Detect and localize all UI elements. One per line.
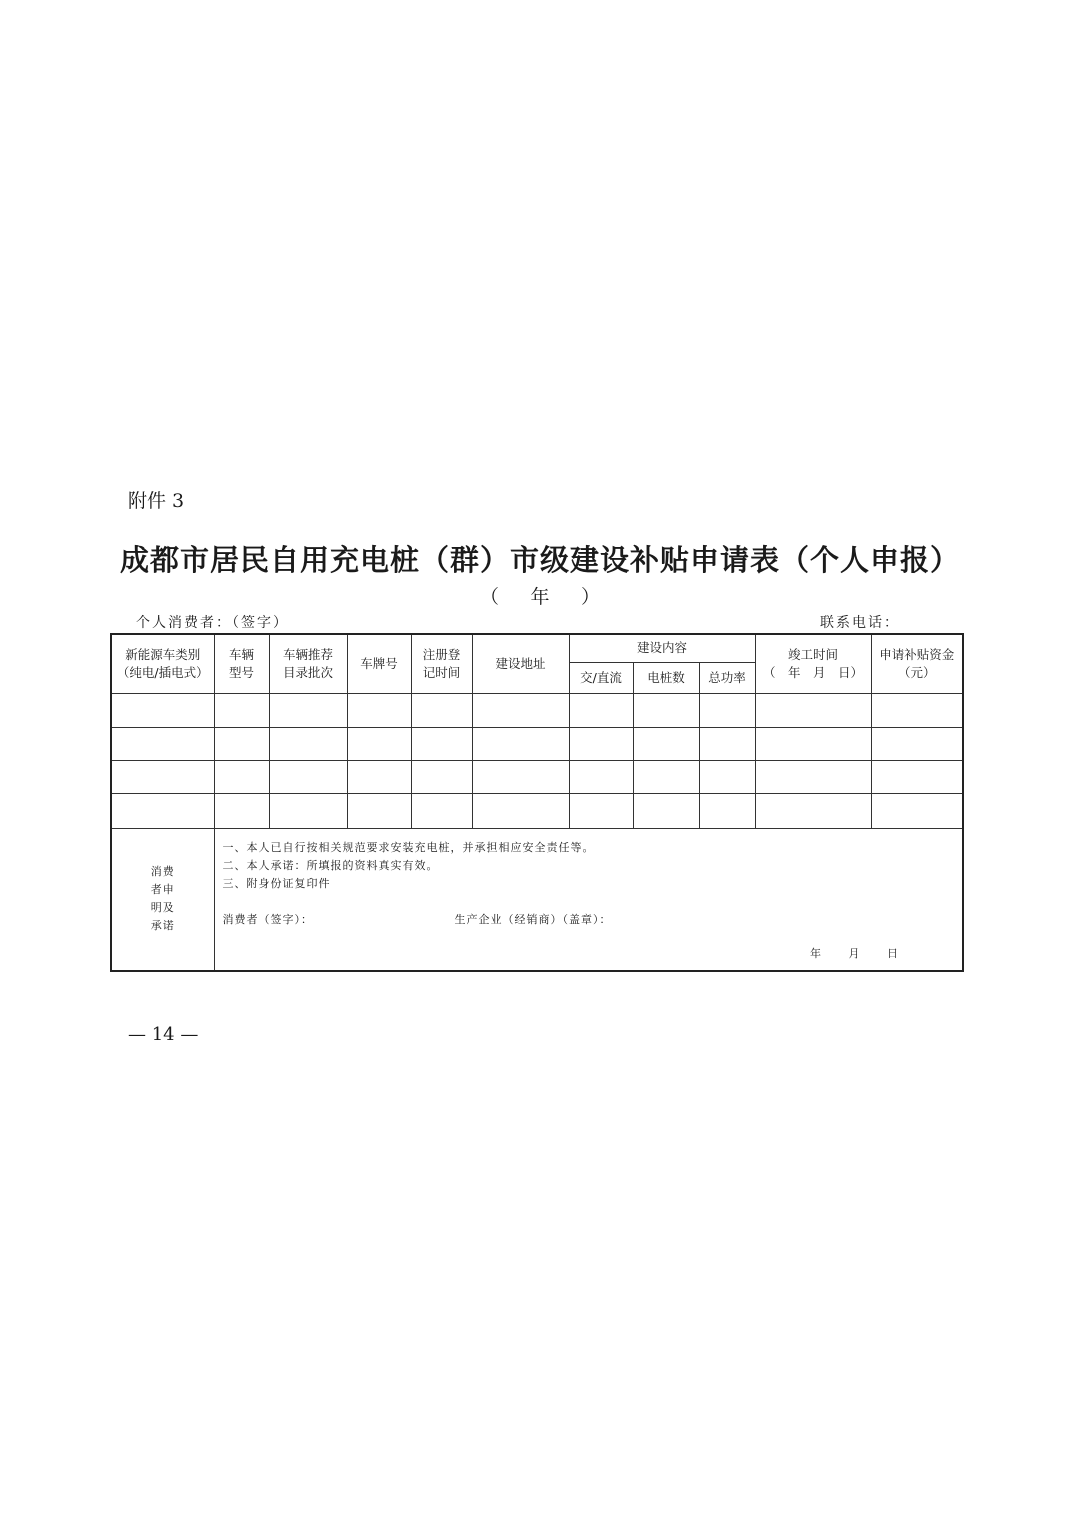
table-row: [111, 760, 963, 793]
cell-reg-time[interactable]: [411, 693, 472, 727]
cell-completion-time[interactable]: [755, 793, 871, 828]
cell-total-power[interactable]: [699, 727, 755, 760]
header-completion-time-line2: （ 年 月 日）: [763, 664, 864, 680]
form-title: 成都市居民自用充电桩（群）市级建设补贴申请表（个人申报）: [119, 543, 960, 577]
cell-ac-dc[interactable]: [569, 793, 633, 828]
cell-subsidy[interactable]: [871, 760, 963, 793]
cell-address[interactable]: [472, 727, 569, 760]
header-reg-time: [411, 634, 472, 693]
attachment-label: 附件 3: [128, 490, 185, 512]
cell-reg-time[interactable]: [411, 727, 472, 760]
year-close-paren: ）: [580, 586, 600, 608]
cell-plate-no[interactable]: [347, 693, 411, 727]
cell-pile-count[interactable]: [633, 793, 699, 828]
header-completion-time: [755, 634, 871, 693]
consumer-signature-field[interactable]: 消费者（签字）：: [222, 912, 313, 926]
cell-pile-count[interactable]: [633, 727, 699, 760]
date-month: 月: [848, 946, 860, 960]
cell-total-power[interactable]: [699, 760, 755, 793]
declaration-line-1: 一、本人已自行按相关规范要求安装充电桩，并承担相应安全责任等。: [222, 840, 595, 854]
table-row: [111, 793, 963, 828]
header-vehicle-model: [214, 634, 269, 693]
declaration-label-line1: 消费: [150, 865, 175, 879]
cell-pile-count[interactable]: [633, 693, 699, 727]
cell-vehicle-type[interactable]: [111, 760, 214, 793]
declaration-line-3: 三、附身份证复印件: [222, 876, 331, 890]
year-line: [480, 582, 600, 609]
declaration-line-2: 二、本人承诺：所填报的资料真实有效。: [222, 858, 439, 872]
header-vehicle-model-line1: 车辆: [228, 646, 254, 662]
cell-vehicle-type[interactable]: [111, 727, 214, 760]
header-vehicle-type-line2: （纯电/插电式）: [116, 664, 209, 680]
cell-completion-time[interactable]: [755, 693, 871, 727]
year-open-paren: （: [480, 586, 500, 608]
cell-total-power[interactable]: [699, 693, 755, 727]
header-plate-no: 车牌号: [347, 634, 411, 693]
cell-plate-no[interactable]: [347, 793, 411, 828]
cell-subsidy[interactable]: [871, 727, 963, 760]
declaration-body: [214, 828, 963, 971]
cell-total-power[interactable]: [699, 793, 755, 828]
phone-label: 联系电话：: [820, 615, 900, 631]
cell-address[interactable]: [472, 693, 569, 727]
cell-vehicle-model[interactable]: [214, 793, 269, 828]
cell-vehicle-type[interactable]: [111, 793, 214, 828]
cell-pile-count[interactable]: [633, 760, 699, 793]
page-number: — 14 —: [128, 1024, 199, 1045]
cell-subsidy[interactable]: [871, 793, 963, 828]
cell-vehicle-type[interactable]: [111, 693, 214, 727]
header-vehicle-type-line1: 新能源车类别: [125, 646, 201, 662]
header-content-group: 建设内容: [569, 634, 755, 662]
header-ac-dc: 交/直流: [569, 662, 633, 693]
cell-catalog-batch[interactable]: [269, 693, 347, 727]
company-seal-field[interactable]: 生产企业（经销商）（盖章）：: [454, 912, 612, 926]
header-catalog-batch: [269, 634, 347, 693]
cell-vehicle-model[interactable]: [214, 693, 269, 727]
cell-vehicle-model[interactable]: [214, 760, 269, 793]
cell-completion-time[interactable]: [755, 760, 871, 793]
declaration-label-line3: 明及: [150, 901, 175, 915]
cell-subsidy[interactable]: [871, 693, 963, 727]
header-address: 建设地址: [472, 634, 569, 693]
cell-vehicle-model[interactable]: [214, 727, 269, 760]
header-subsidy-line2: （元）: [898, 664, 936, 680]
cell-ac-dc[interactable]: [569, 760, 633, 793]
header-subsidy-line1: 申请补贴资金: [879, 646, 955, 662]
header-row-1: [111, 634, 963, 662]
declaration-label-line2: 者申: [150, 883, 175, 897]
header-reg-time-line2: 记时间: [422, 664, 461, 680]
header-pile-count: 电桩数: [633, 662, 699, 693]
cell-plate-no[interactable]: [347, 727, 411, 760]
declaration-label-line4: 承诺: [150, 919, 175, 933]
header-catalog-batch-line2: 目录批次: [282, 664, 333, 680]
date-year: 年: [810, 946, 822, 960]
consumer-signature-label: 个人消费者：（签字）: [136, 615, 289, 631]
declaration-label: [111, 828, 214, 971]
cell-completion-time[interactable]: [755, 727, 871, 760]
header-subsidy: [871, 634, 963, 693]
cell-reg-time[interactable]: [411, 793, 472, 828]
declaration-row: [111, 828, 963, 971]
application-table: [110, 633, 964, 972]
cell-catalog-batch[interactable]: [269, 793, 347, 828]
table-row: [111, 693, 963, 727]
cell-catalog-batch[interactable]: [269, 760, 347, 793]
header-vehicle-type: [111, 634, 214, 693]
header-completion-time-line1: 竣工时间: [788, 646, 839, 662]
header-catalog-batch-line1: 车辆推荐: [282, 646, 333, 662]
year-char: 年: [530, 586, 550, 608]
cell-address[interactable]: [472, 793, 569, 828]
cell-reg-time[interactable]: [411, 760, 472, 793]
header-vehicle-model-line2: 型号: [228, 664, 254, 680]
cell-ac-dc[interactable]: [569, 727, 633, 760]
cell-plate-no[interactable]: [347, 760, 411, 793]
declaration-date[interactable]: [810, 945, 898, 963]
cell-address[interactable]: [472, 760, 569, 793]
cell-ac-dc[interactable]: [569, 693, 633, 727]
table-row: [111, 727, 963, 760]
header-reg-time-line1: 注册登: [422, 646, 461, 662]
header-total-power: 总功率: [699, 662, 755, 693]
cell-catalog-batch[interactable]: [269, 727, 347, 760]
date-day: 日: [887, 946, 899, 960]
